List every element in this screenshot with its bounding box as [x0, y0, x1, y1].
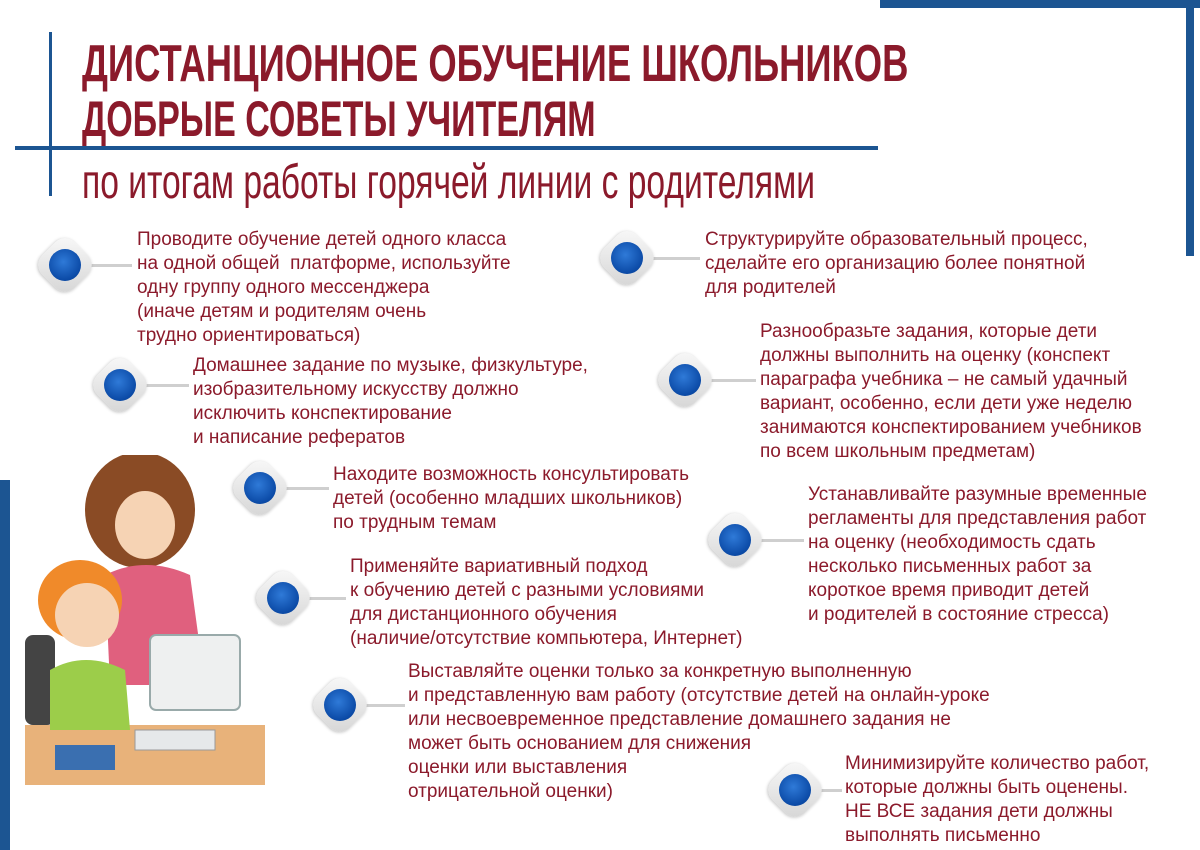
student-body [50, 660, 130, 730]
bullet-icon [32, 232, 97, 297]
tip-text: Домашнее задание по музыке, физкультуре, изобразительному искусству должно исключить конспектирование и написание рефератов [193, 355, 588, 448]
header-vertical-rule [49, 32, 52, 196]
frame-left-bar [0, 480, 10, 850]
page-title: ДИСТАНЦИОННОЕ ОБУЧЕНИЕ ШКОЛЬНИКОВ [82, 35, 909, 93]
teacher-face [115, 491, 175, 559]
student-face [55, 583, 119, 647]
page-subtitle: ДОБРЫЕ СОВЕТЫ УЧИТЕЛЯМ [82, 91, 596, 147]
bullet-icon [594, 225, 659, 290]
bullet-icon [307, 672, 372, 737]
tip-text: Проводите обучение детей одного класса на одной общей платформе, используйте одну группу одного мессенджера (иначе детям и родителям очень трудно ориентироваться) [137, 229, 511, 346]
tip-text: Минимизируйте количество работ, которые должны быть оценены. НЕ ВСЕ задания дети должны выполнять письменно [845, 753, 1150, 846]
page-caption: по итогам работы горячей линии с родителями [82, 156, 815, 209]
frame-top-right-bar [880, 0, 1200, 8]
tip-text: Разнообразьте задания, которые дети должны выполнить на оценку (конспект параграфа учебника – не самый удачный вариант, особенно, если дети уже неделю занимаются конспектированием учебников по всем школьным предметам) [760, 321, 1142, 462]
bullet-icon [652, 347, 717, 412]
tip-text: Выставляйте оценки только за конкретную выполненную и представленную вам работу (отсутствие детей на онлайн-уроке или несвоевременное представление домашнего задания не может быть основанием для снижения оценки или выставления отрицательной оценки) [408, 661, 990, 802]
tip-text: Устанавливайте разумные временные регламенты для представления работ на оценку (необходимость сдать несколько письменных работ за короткое время приводит детей и родителей в состояние стресса) [808, 484, 1147, 625]
keyboard [135, 730, 215, 750]
tip-text: Структурируйте образовательный процесс, сделайте его организацию более понятной для родителей [705, 229, 1088, 298]
frame-right-bar [1186, 0, 1194, 256]
tip-text: Применяйте вариативный подход к обучению детей с разными условиями для дистанционного обучения (наличие/отсутствие компьютера, Интернет) [350, 556, 743, 649]
tip-text: Находите возможность консультировать детей (особенно младших школьников) по трудным темам [333, 464, 690, 533]
monitor [150, 635, 240, 710]
bullet-icon [87, 352, 152, 417]
notebook [55, 745, 115, 770]
